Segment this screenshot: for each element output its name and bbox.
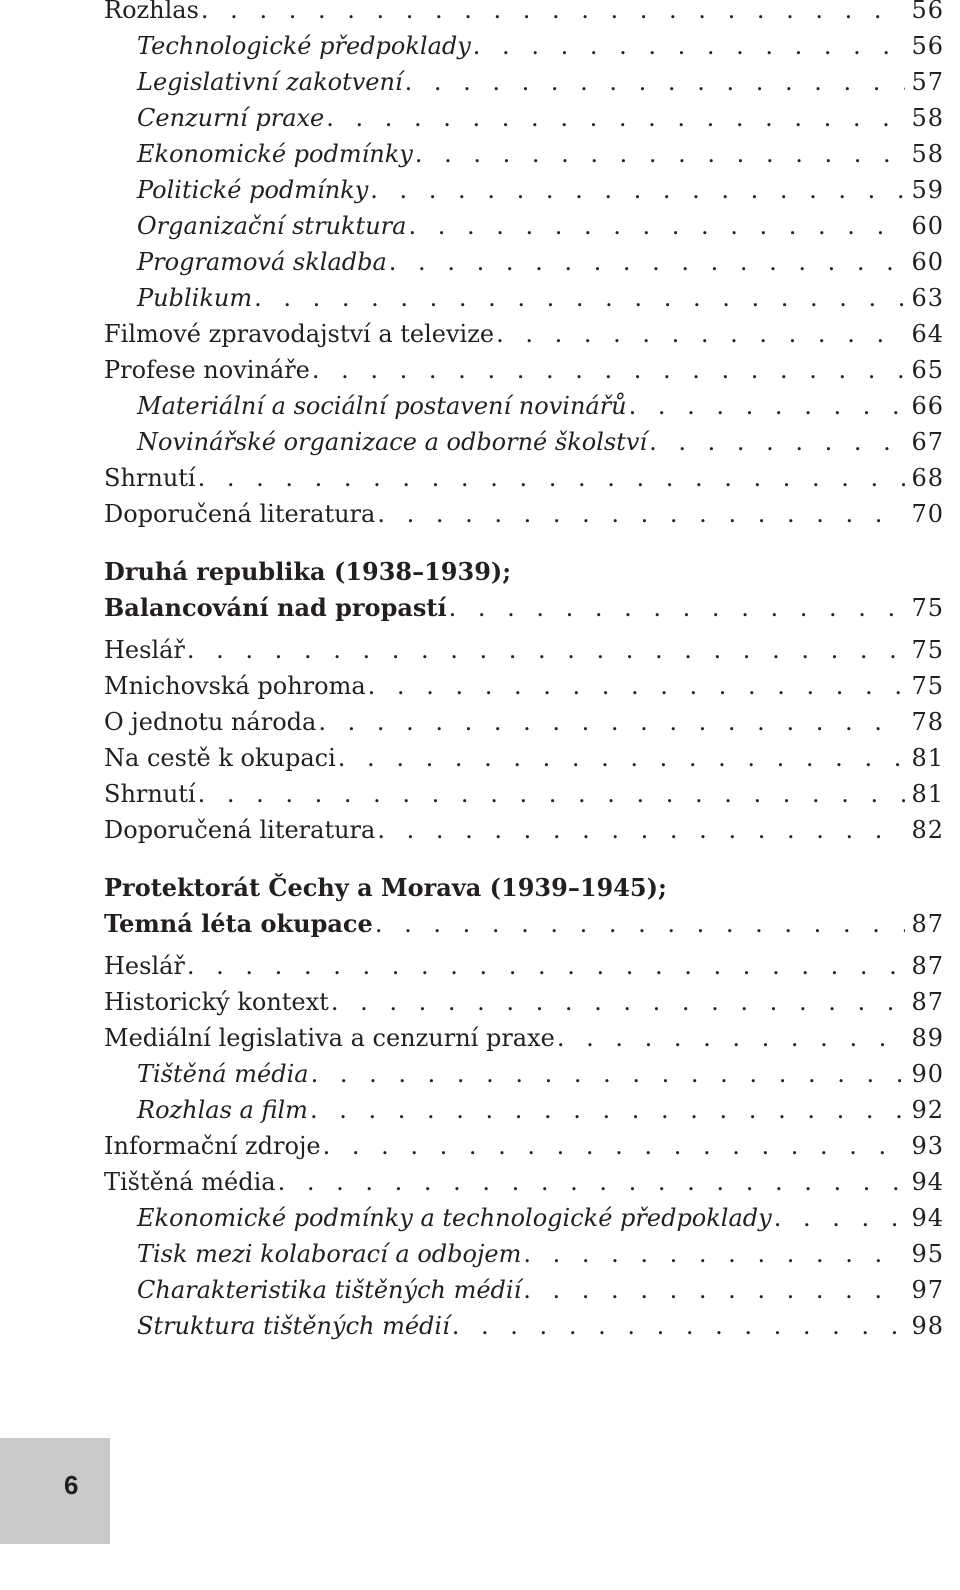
dot-leader: [629, 388, 906, 424]
page-ref: 89: [911, 1024, 944, 1052]
dot-leader: [415, 136, 906, 172]
entry-title: Legislativní zakotvení: [137, 68, 403, 96]
page-ref: 63: [911, 284, 944, 312]
entry-title: Filmové zpravodajství a televize: [104, 320, 495, 348]
dot-leader: [473, 28, 906, 64]
page-ref: 94: [911, 1204, 944, 1232]
dot-leader: [523, 1236, 905, 1272]
chapter-heading-protektorat: [104, 870, 944, 942]
entry-title: Shrnutí: [104, 464, 196, 492]
page-ref: 90: [911, 1060, 944, 1088]
toc-block-1: [104, 0, 944, 532]
dot-leader: [201, 0, 906, 28]
toc-entry-chapter[interactable]: [104, 590, 944, 626]
page-ref: 81: [911, 744, 944, 772]
toc-subentry[interactable]: [104, 172, 944, 208]
toc-entry[interactable]: [104, 668, 944, 704]
entry-title: Tištěná média: [104, 1168, 276, 1196]
toc-entry[interactable]: [104, 776, 944, 812]
toc-subentry[interactable]: [104, 1272, 944, 1308]
dot-leader: [452, 1308, 906, 1344]
entry-title: Organizační struktura: [137, 212, 407, 240]
dot-leader: [198, 776, 906, 812]
page-ref: 94: [911, 1168, 944, 1196]
entry-title: Politické podmínky: [137, 176, 369, 204]
toc-entry[interactable]: [104, 316, 944, 352]
dot-leader: [198, 460, 906, 496]
page-ref: 70: [911, 500, 944, 528]
entry-title: Struktura tištěných médií: [137, 1312, 450, 1340]
page-ref: 56: [911, 0, 944, 24]
dot-leader: [449, 590, 906, 626]
toc-entry[interactable]: [104, 0, 944, 28]
dot-leader: [187, 632, 906, 668]
dot-leader: [389, 244, 906, 280]
toc-entry[interactable]: [104, 984, 944, 1020]
page-ref: 82: [911, 816, 944, 844]
page-ref: 64: [911, 320, 944, 348]
dot-leader: [331, 984, 906, 1020]
toc-subentry[interactable]: [104, 1308, 944, 1344]
page-ref: 68: [911, 464, 944, 492]
page-ref: 65: [911, 356, 944, 384]
entry-title: Mediální legislativa a cenzurní praxe: [104, 1024, 555, 1052]
toc-subentry[interactable]: [104, 1236, 944, 1272]
page-ref: 60: [911, 212, 944, 240]
page-ref: 87: [911, 952, 944, 980]
page-number-tab: [0, 1438, 110, 1544]
toc-entry[interactable]: [104, 704, 944, 740]
page-ref: 75: [911, 594, 944, 622]
toc-subentry[interactable]: [104, 424, 944, 460]
toc-block-3: [104, 948, 944, 1344]
dot-leader: [187, 948, 906, 984]
toc-entry[interactable]: [104, 1020, 944, 1056]
entry-title: Na cestě k okupaci: [104, 744, 336, 772]
entry-title: Ekonomické podmínky: [137, 140, 413, 168]
page-ref: 66: [911, 392, 944, 420]
table-of-contents: [104, 0, 944, 1344]
toc-subentry[interactable]: [104, 100, 944, 136]
page-ref: 87: [911, 988, 944, 1016]
toc-entry[interactable]: [104, 632, 944, 668]
entry-title: Rozhlas: [104, 0, 199, 24]
entry-title: Charakteristika tištěných médií: [137, 1276, 522, 1304]
toc-subentry[interactable]: [104, 136, 944, 172]
toc-entry[interactable]: [104, 740, 944, 776]
dot-leader: [557, 1020, 906, 1056]
dot-leader: [318, 704, 905, 740]
toc-subentry[interactable]: [104, 28, 944, 64]
dot-leader: [323, 1128, 906, 1164]
entry-title: Heslář: [104, 636, 185, 664]
page-ref: 78: [911, 708, 944, 736]
chapter-title-line-1: Protektorát Čechy a Morava (1939–1945);: [104, 873, 667, 902]
toc-subentry[interactable]: [104, 280, 944, 316]
entry-title: Tisk mezi kolaborací a odbojem: [137, 1240, 522, 1268]
entry-title: Ekonomické podmínky a technologické předpoklady: [137, 1204, 772, 1232]
dot-leader: [370, 172, 905, 208]
page-ref: 59: [911, 176, 944, 204]
entry-title: Shrnutí: [104, 780, 196, 808]
entry-title: Materiální a sociální postavení novinářů: [137, 392, 627, 420]
entry-title: Doporučená literatura: [104, 816, 376, 844]
page-ref: 57: [911, 68, 944, 96]
toc-subentry[interactable]: [104, 1056, 944, 1092]
entry-title: Cenzurní praxe: [137, 104, 325, 132]
toc-subentry[interactable]: [104, 244, 944, 280]
dot-leader: [368, 668, 906, 704]
entry-title: Publikum: [137, 284, 253, 312]
dot-leader: [377, 496, 905, 532]
toc-entry[interactable]: [104, 352, 944, 388]
toc-entry[interactable]: [104, 1164, 944, 1200]
page-ref: 87: [911, 910, 944, 938]
page-ref: 95: [911, 1240, 944, 1268]
page-ref: 67: [911, 428, 944, 456]
page-ref: 56: [911, 32, 944, 60]
entry-title: Rozhlas a film: [137, 1096, 308, 1124]
chapter-title-line-2: Balancování nad propastí: [104, 593, 447, 622]
page-ref: 75: [911, 672, 944, 700]
page-ref: 92: [911, 1096, 944, 1124]
toc-subentry[interactable]: [104, 64, 944, 100]
chapter-title-line-1: Druhá republika (1938–1939);: [104, 557, 512, 586]
page-ref: 93: [911, 1132, 944, 1160]
page-ref: 81: [911, 780, 944, 808]
page-ref: 75: [911, 636, 944, 664]
page-ref: 58: [911, 140, 944, 168]
entry-title: Programová skladba: [137, 248, 387, 276]
toc-entry[interactable]: [104, 1128, 944, 1164]
entry-title: O jednotu národa: [104, 708, 317, 736]
entry-title: Technologické předpoklady: [137, 32, 471, 60]
dot-leader: [312, 352, 906, 388]
entry-title: Doporučená literatura: [104, 500, 376, 528]
toc-subentry[interactable]: [104, 1200, 944, 1236]
page-ref: 60: [911, 248, 944, 276]
dot-leader: [375, 906, 906, 942]
dot-leader: [278, 1164, 906, 1200]
dot-leader: [405, 64, 906, 100]
toc-entry[interactable]: [104, 948, 944, 984]
toc-entry[interactable]: [104, 496, 944, 532]
entry-title: Novinářské organizace a odborné školství: [137, 428, 648, 456]
dot-leader: [523, 1272, 905, 1308]
chapter-title-line-2: Temná léta okupace: [104, 909, 373, 938]
dot-leader: [496, 316, 905, 352]
toc-block-2: [104, 632, 944, 848]
dot-leader: [338, 740, 906, 776]
entry-title: Mnichovská pohroma: [104, 672, 366, 700]
toc-subentry[interactable]: [104, 1092, 944, 1128]
toc-entry[interactable]: [104, 812, 944, 848]
dot-leader: [311, 1056, 906, 1092]
dot-leader: [649, 424, 905, 460]
dot-leader: [408, 208, 905, 244]
entry-title: Historický kontext: [104, 988, 329, 1016]
entry-title: Heslář: [104, 952, 185, 980]
chapter-heading-druha-republika: [104, 554, 944, 626]
toc-entry[interactable]: [104, 460, 944, 496]
dot-leader: [774, 1200, 906, 1236]
dot-leader: [254, 280, 905, 316]
entry-title: Tištěná média: [137, 1060, 309, 1088]
page-ref: 98: [911, 1312, 944, 1340]
dot-leader: [310, 1092, 906, 1128]
toc-subentry[interactable]: [104, 388, 944, 424]
entry-title: Profese novináře: [104, 356, 310, 384]
toc-subentry[interactable]: [104, 208, 944, 244]
dot-leader: [377, 812, 905, 848]
page-ref: 97: [911, 1276, 944, 1304]
entry-title: Informační zdroje: [104, 1132, 321, 1160]
page-ref: 58: [911, 104, 944, 132]
toc-entry-chapter[interactable]: [104, 906, 944, 942]
page-number: 6: [64, 1470, 79, 1500]
dot-leader: [326, 100, 905, 136]
